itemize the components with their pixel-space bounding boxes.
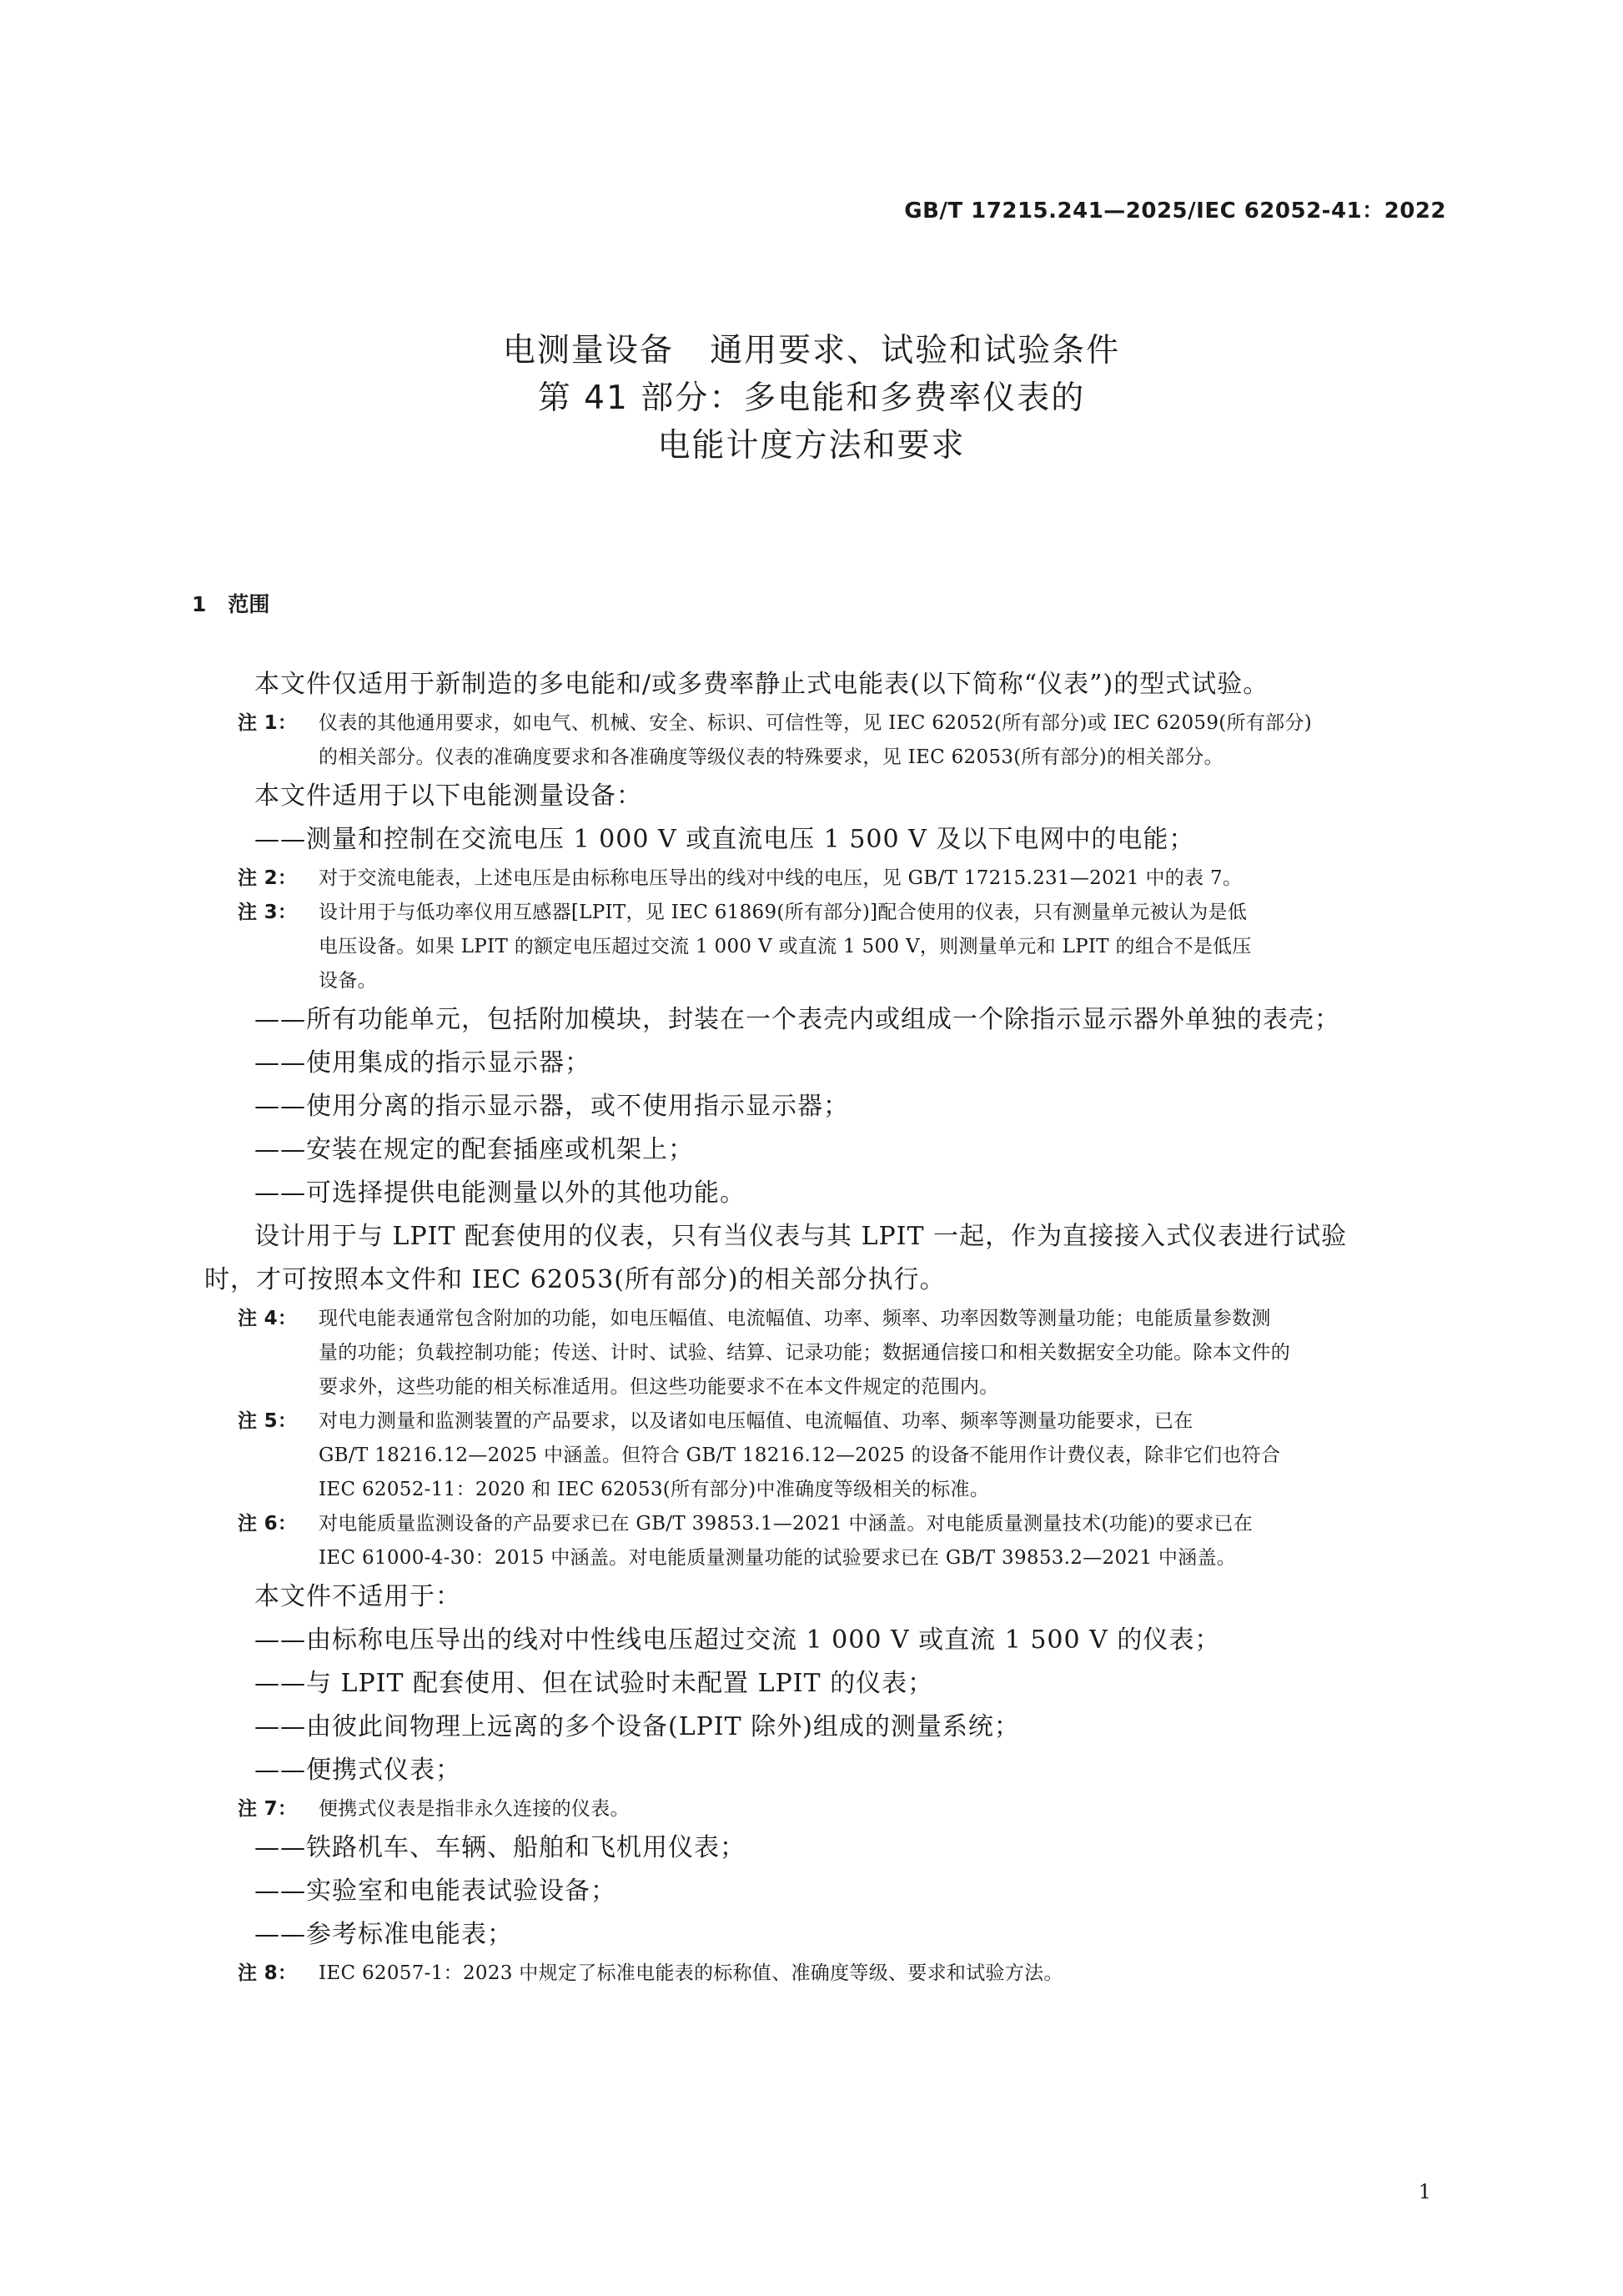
note-line: 仪表的其他通用要求，如电气、机械、安全、标识、可信性等，见 IEC 62052(所有部分)或 IEC 62059(所有部分) — [319, 712, 1313, 734]
dash-item: ——由标称电压导出的线对中性线电压超过交流 1 000 V 或直流 1 500 V 的仪表； — [254, 1625, 1221, 1655]
dash-item: ——铁路机车、车辆、船舶和飞机用仪表； — [254, 1833, 746, 1862]
note-line: GB/T 18216.12—2025 中涵盖。但符合 GB/T 18216.12—2025 的设备不能用作计费仪表，除非它们也符合 — [319, 1444, 1281, 1466]
dash-item: ——可选择提供电能测量以外的其他功能。 — [254, 1178, 746, 1208]
title-line-1: 电测量设备 通用要求、试验和试验条件 — [502, 332, 1121, 369]
note-label: 注 5： — [238, 1410, 298, 1432]
note-line: 量的功能；负载控制功能；传送、计时、试验、结算、记录功能；数据通信接口和相关数据安全功能。除本文件的 — [319, 1342, 1290, 1364]
title-line-2: 第 41 部分：多电能和多费率仪表的 — [537, 379, 1086, 417]
note-label: 注 7： — [238, 1798, 298, 1820]
note-line: IEC 61000-4-30：2015 中涵盖。对电能质量测量功能的试验要求已在 GB/T 39853.2—2021 中涵盖。 — [319, 1547, 1237, 1569]
note-line: 对电能质量监测设备的产品要求已在 GB/T 39853.1—2021 中涵盖。对电能质量测量技术(功能)的要求已在 — [319, 1513, 1253, 1535]
note-label: 注 4： — [238, 1308, 298, 1329]
note-line: 设备。 — [319, 970, 377, 992]
note-label: 注 1： — [238, 712, 298, 734]
note-2 — [238, 862, 1455, 896]
note-label: 注 8： — [238, 1962, 298, 1984]
note-6 — [238, 1507, 1455, 1575]
note-line: 设计用于与低功率仪用互感器[LPIT，见 IEC 61869(所有部分)]配合使用的仪表，只有测量单元被认为是低 — [319, 902, 1248, 923]
dash-item: ——与 LPIT 配套使用、但在试验时未配置 LPIT 的仪表； — [254, 1669, 934, 1698]
dash-item: ——参考标准电能表； — [254, 1920, 513, 1949]
note-line: 对电力测量和监测装置的产品要求，以及诸如电压幅值、电流幅值、功率、频率等测量功能要求，已在 — [319, 1410, 1193, 1432]
note-label: 注 3： — [238, 902, 298, 923]
note-label: 注 2： — [238, 867, 298, 889]
section-heading — [192, 588, 269, 618]
dash-item: ——安装在规定的配套插座或机架上； — [254, 1135, 694, 1164]
note-line: IEC 62057-1：2023 中规定了标准电能表的标称值、准确度等级、要求和试验方法。 — [319, 1962, 1063, 1984]
note-3 — [238, 896, 1455, 998]
title-line-3: 电能计度方法和要求 — [657, 427, 966, 465]
note-line: 的相关部分。仪表的准确度要求和各准确度等级仪表的特殊要求，见 IEC 62053(所有部分)的相关部分。 — [319, 746, 1224, 768]
note-line: 对于交流电能表，上述电压是由标称电压导出的线对中线的电压，见 GB/T 17215.231—2021 中的表 7。 — [319, 867, 1243, 889]
dash-item: ——便携式仪表； — [254, 1756, 461, 1785]
note-line: 要求外，这些功能的相关标准适用。但这些功能要求不在本文件规定的范围内。 — [319, 1376, 999, 1398]
note-8 — [238, 1957, 1455, 1991]
note-line: 电压设备。如果 LPIT 的额定电压超过交流 1 000 V 或直流 1 500 V，则测量单元和 LPIT 的组合不是低压 — [319, 936, 1252, 957]
document-body — [204, 663, 1455, 1991]
dash-item: ——所有功能单元，包括附加模块，封装在一个表壳内或组成一个除指示显示器外单独的表壳； — [254, 1005, 1340, 1034]
note-line: 便携式仪表是指非永久连接的仪表。 — [319, 1798, 630, 1820]
note-line: IEC 62052-11：2020 和 IEC 62053(所有部分)中准确度等级相关的标准。 — [319, 1479, 990, 1500]
section-title: 范围 — [228, 592, 270, 616]
note-1 — [238, 706, 1455, 775]
paragraph-line: 时，才可按照本文件和 IEC 62053(所有部分)的相关部分执行。 — [204, 1265, 946, 1294]
paragraph: 本文件仅适用于新制造的多电能和/或多费率静止式电能表(以下简称“仪表”)的型式试验。 — [254, 670, 1269, 699]
note-5 — [238, 1404, 1455, 1507]
page-number: 1 — [1418, 2180, 1431, 2203]
dash-item: ——实验室和电能表试验设备； — [254, 1876, 616, 1906]
paragraph: 本文件不适用于： — [254, 1582, 461, 1611]
note-line: 现代电能表通常包含附加的功能，如电压幅值、电流幅值、功率、频率、功率因数等测量功能；电能质量参数测 — [319, 1308, 1271, 1329]
dash-item: ——由彼此间物理上远离的多个设备(LPIT 除外)组成的测量系统； — [254, 1712, 1020, 1741]
note-label: 注 6： — [238, 1513, 298, 1535]
paragraph: 本文件适用于以下电能测量设备： — [254, 781, 642, 811]
document-code: GB/T 17215.241—2025/IEC 62052-41：2022 — [904, 198, 1446, 224]
dash-item: ——使用分离的指示显示器，或不使用指示显示器； — [254, 1092, 849, 1121]
note-4 — [238, 1302, 1455, 1404]
note-7 — [238, 1792, 1455, 1826]
dash-item: ——使用集成的指示显示器； — [254, 1048, 590, 1078]
dash-item: ——测量和控制在交流电压 1 000 V 或直流电压 1 500 V 及以下电网中的电能； — [254, 825, 1195, 854]
section-number: 1 — [192, 592, 207, 616]
document-title — [0, 327, 1623, 470]
paragraph-line: 设计用于与 LPIT 配套使用的仪表，只有当仪表与其 LPIT 一起，作为直接接入式仪表进行试验 — [254, 1222, 1348, 1251]
